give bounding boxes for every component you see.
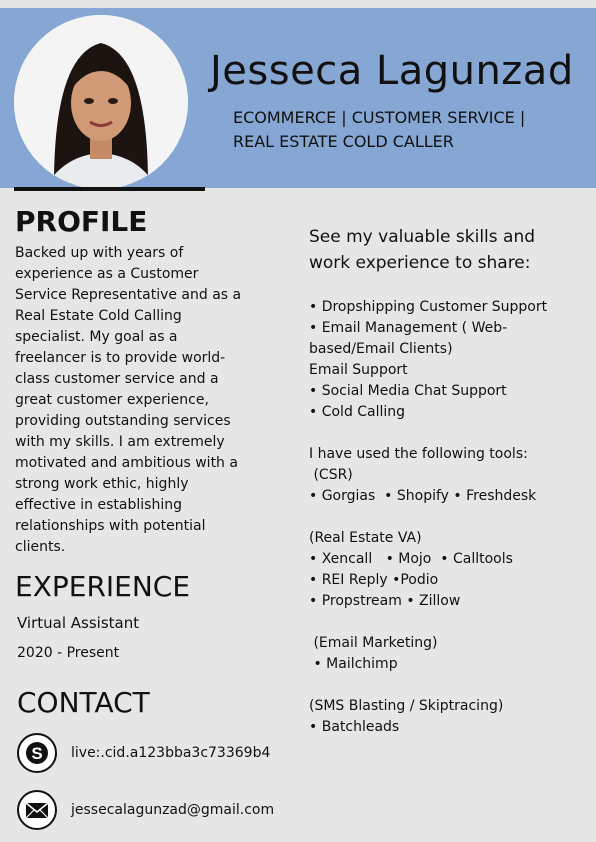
tools-email-marketing-list: (Email Marketing) • Mailchimp bbox=[313, 635, 438, 672]
email-address[interactable]: jessecalagunzad@gmail.com bbox=[71, 802, 275, 818]
profile-photo bbox=[14, 15, 188, 189]
skills-title: See my valuable skills and work experience to share: bbox=[309, 227, 536, 273]
profile-section bbox=[15, 205, 245, 558]
tools-real-estate-list: (Real Estate VA) • Xencall • Mojo • Calltools • REI Reply •Podio • Propstream • Zillow bbox=[309, 530, 513, 609]
experience-heading: EXPERIENCE bbox=[15, 570, 191, 603]
contact-heading: CONTACT bbox=[17, 686, 150, 719]
tagline-line-1: ECOMMERCE | CUSTOMER SERVICE | bbox=[233, 108, 526, 127]
tagline bbox=[233, 106, 563, 154]
skype-id[interactable]: live:.cid.a123bba3c73369b4 bbox=[71, 745, 271, 761]
tools-sms-list: (SMS Blasting / Skiptracing) • Batchleads bbox=[309, 698, 504, 735]
contact-email-row bbox=[17, 790, 274, 830]
skills-section bbox=[309, 224, 579, 738]
top-strip bbox=[0, 0, 596, 8]
contact-skype-row bbox=[17, 733, 270, 773]
experience-role: Virtual Assistant bbox=[17, 614, 140, 632]
envelope-icon bbox=[17, 790, 57, 830]
candidate-name: Jesseca Lagunzad bbox=[210, 48, 574, 94]
services-list: • Dropshipping Customer Support • Email Management ( Web- based/Email Clients) Email Support • Social Media Chat Support • Cold Calling bbox=[309, 299, 548, 420]
svg-text:S: S bbox=[31, 744, 43, 763]
profile-heading: PROFILE bbox=[15, 205, 148, 238]
profile-text: Backed up with years of experience as a Customer Service Representative and as a Real Estate Cold Calling specialist. My goal as a freelancer is to provide world-class customer service and a great customer experience, providing outstanding services with my skills. I am extremely motivated and ambitious with a strong work ethic, highly effective in establishing relationships with potential clients. bbox=[15, 245, 242, 555]
tools-csr-list: I have used the following tools: (CSR) • Gorgias • Shopify • Freshdesk bbox=[309, 446, 537, 504]
experience-dates: 2020 - Present bbox=[17, 645, 120, 661]
skype-icon bbox=[17, 733, 57, 773]
tagline-line-2: REAL ESTATE COLD CALLER bbox=[233, 132, 454, 151]
accent-bar bbox=[14, 187, 205, 191]
